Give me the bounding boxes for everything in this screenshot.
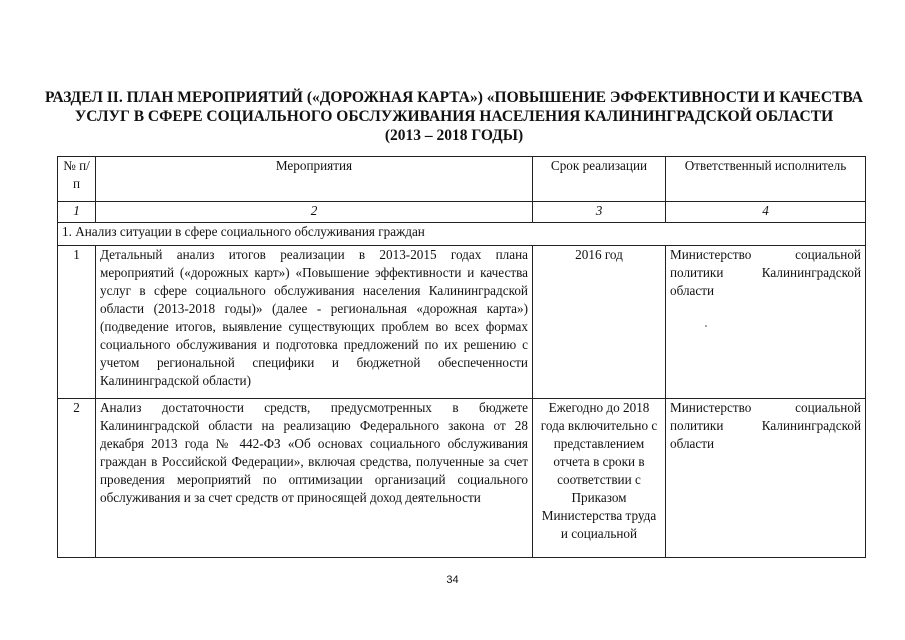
row-executor: Министерство социальной политики Калининградской области [666,399,866,558]
row-num: 1 [58,246,96,399]
table-row [58,399,866,558]
scan-speck [705,325,707,327]
table-row [58,246,866,399]
header-term: Срок реализации [533,157,666,202]
row-executor: Министерство социальной политики Калининградской области [666,246,866,399]
column-number: 1 [58,202,96,223]
section-heading [40,88,868,145]
table-header-row [58,157,866,202]
row-term: 2016 год [533,246,666,399]
heading-line-1: РАЗДЕЛ II. ПЛАН МЕРОПРИЯТИЙ («ДОРОЖНАЯ КАРТА») «ПОВЫШЕНИЕ ЭФФЕКТИВНОСТИ И КАЧЕСТВА [45,89,863,106]
row-action: Детальный анализ итогов реализации в 2013-2015 годах плана мероприятий («дорожных карт») «Повышение эффективности и качества услуг в сфере социального обслуживания населения Калининградской области (2013-2018 годы)» (далее - региональная «дорожная карта») (подведение итогов, выявление существующих проблем во всех формах социального обслуживания и подготовка предложений по их решению с учетом региональной специфики и бюджетной обеспеченности Калининградской области) [96,246,533,399]
page-number: 34 [446,574,459,586]
section-title: 1. Анализ ситуации в сфере социального обслуживания граждан [58,223,866,246]
header-executor: Ответственный исполнитель [666,157,866,202]
roadmap-table [57,156,866,558]
row-num: 2 [58,399,96,558]
column-number: 4 [666,202,866,223]
column-number: 3 [533,202,666,223]
header-num: № п/п [58,157,96,202]
column-number-row [58,202,866,223]
heading-line-3: (2013 – 2018 ГОДЫ) [384,127,524,144]
header-action: Мероприятия [96,157,533,202]
column-number: 2 [96,202,533,223]
section-row [58,223,866,246]
heading-line-2: УСЛУГ В СФЕРЕ СОЦИАЛЬНОГО ОБСЛУЖИВАНИЯ НАСЕЛЕНИЯ КАЛИНИНГРАДСКОЙ ОБЛАСТИ [74,108,834,125]
row-action: Анализ достаточности средств, предусмотренных в бюджете Калининградской области на реализацию Федерального закона от 28 декабря 2013 года № 442-ФЗ «Об основах социального обслуживания граждан в Российской Федерации», включая средства, полученные за счет проведения мероприятий по оптимизации организаций социального обслуживания и за счет средств от приносящей доход деятельности [96,399,533,558]
row-term: Ежегодно до 2018 года включительно с представлением отчета в сроки в соответствии с Приказом Министерства труда и социальной [533,399,666,558]
